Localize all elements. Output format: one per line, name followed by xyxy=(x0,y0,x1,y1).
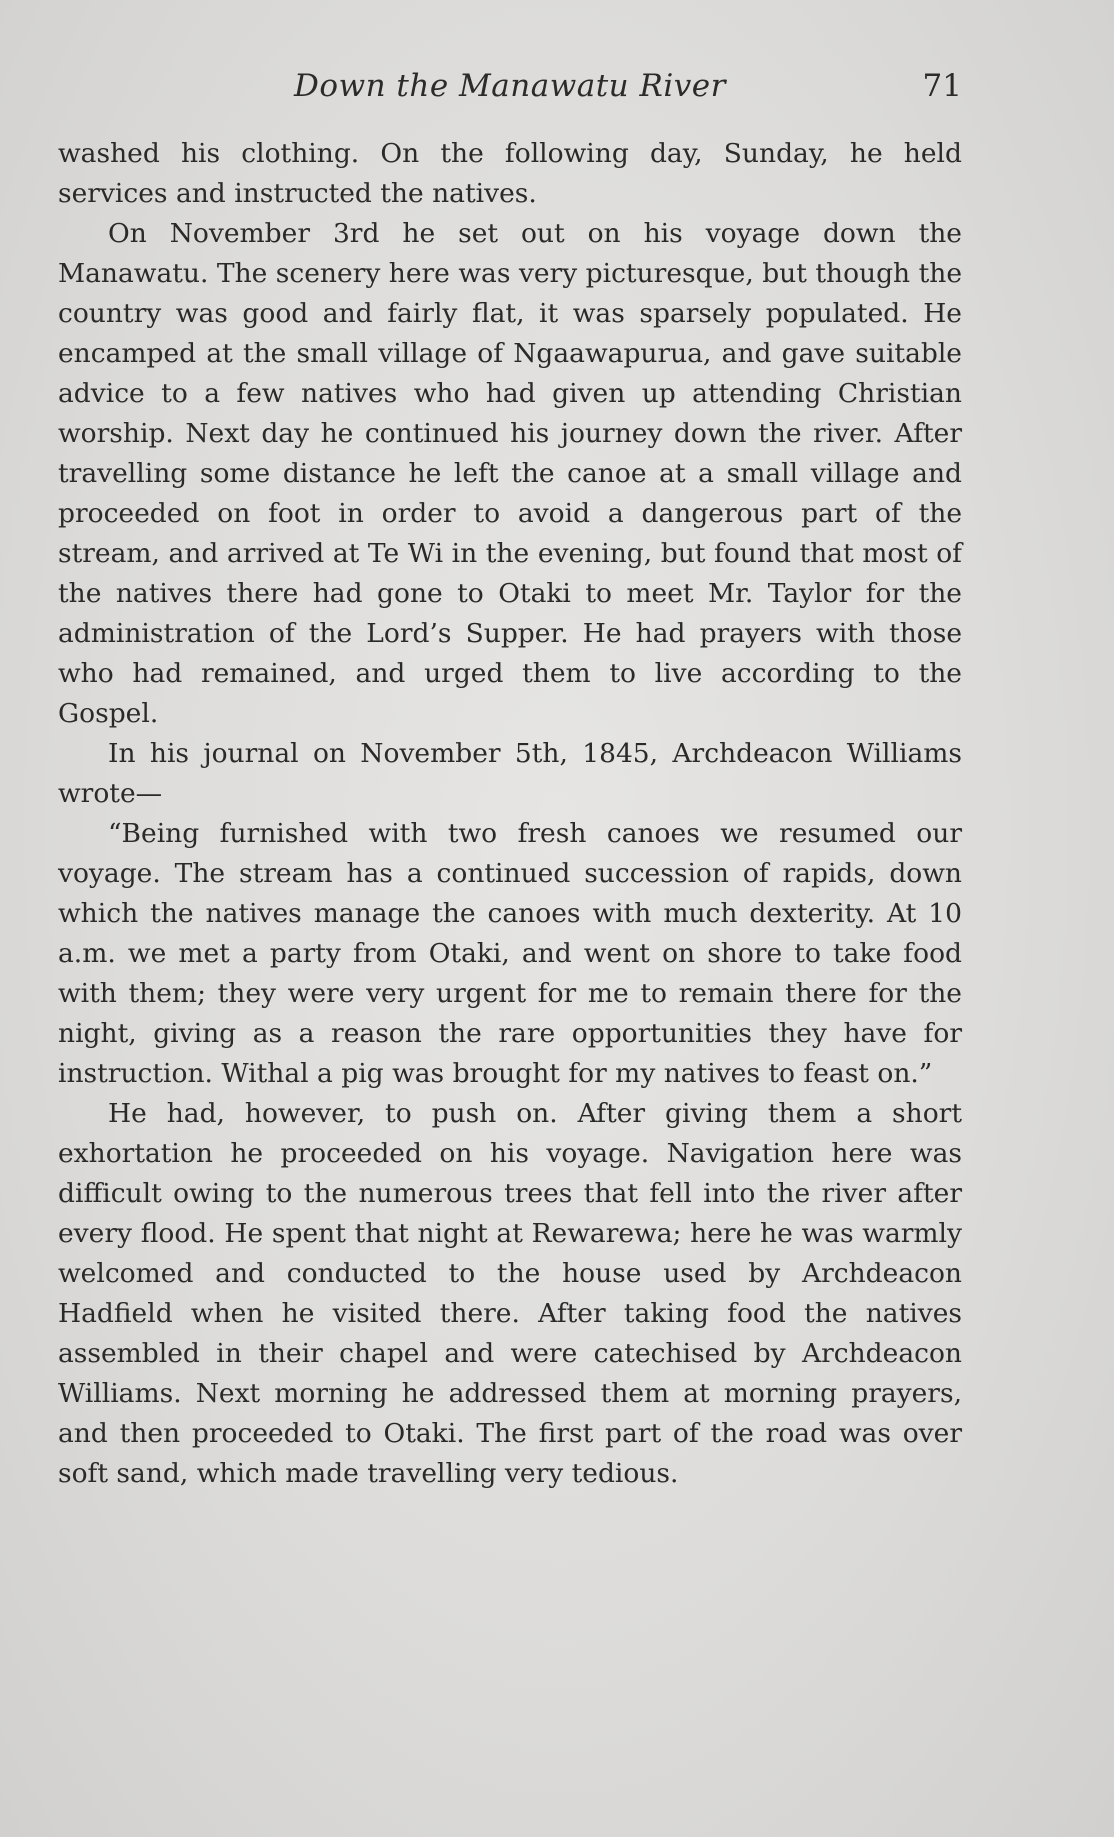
paragraph: washed his clothing. On the following day, Sunday, he held services and instructed the natives. xyxy=(58,138,962,209)
quoted-paragraph: “Being furnished with two fresh canoes we resumed our voyage. The stream has a continued succession of rapids, down which the natives manage the canoes with much dexterity. At 10 a.m. we met a party from Otaki, and went on shore to take food with them; they were very urgent for me to remain there for the night, giving as a reason the rare opportunities they have for instruction. Withal a pig was brought for my natives to feast on.” xyxy=(58,818,962,1089)
paragraph: In his journal on November 5th, 1845, Archdeacon Williams wrote— xyxy=(58,738,962,809)
page-number: 71 xyxy=(922,68,962,104)
paragraph: He had, however, to push on. After giving them a short exhortation he proceeded on his voyage. Navigation here was difficult owing to the numerous trees that fell into the river after every flood. He spent that night at Rewarewa; here he was warmly welcomed and conducted to the house used by Archdeacon Hadfield when he visited there. After taking food the natives assembled in their chapel and were catechised by Archdeacon Williams. Next morning he addressed them at morning prayers, and then proceeded to Otaki. The first part of the road was over soft sand, which made travelling very tedious. xyxy=(58,1098,962,1489)
page-header xyxy=(58,68,962,116)
running-title: Down the Manawatu River xyxy=(294,68,726,104)
paragraph: On November 3rd he set out on his voyage down the Manawatu. The scenery here was very picturesque, but though the country was good and fairly flat, it was sparsely populated. He encamped at the small village of Ngaawapurua, and gave suitable advice to a few natives who had given up attending Christian worship. Next day he continued his journey down the river. After travelling some distance he left the canoe at a small village and proceeded on foot in order to avoid a dangerous part of the stream, and arrived at Te Wi in the evening, but found that most of the natives there had gone to Otaki to meet Mr. Taylor for the administration of the Lord’s Supper. He had prayers with those who had remained, and urged them to live according to the Gospel. xyxy=(58,218,962,729)
body-text xyxy=(58,134,962,1494)
